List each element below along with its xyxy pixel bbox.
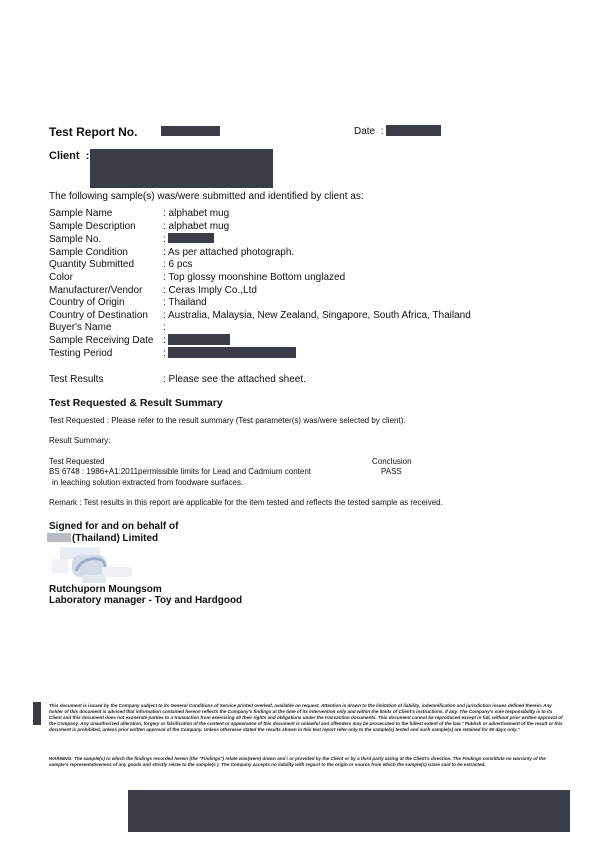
signed-for: Signed for and on behalf of	[49, 521, 179, 532]
redacted-receiving-date	[168, 334, 230, 345]
redacted-report-no	[161, 126, 220, 136]
row-conclusion: PASS	[381, 467, 402, 476]
footer-disclaimer: This document is issued by the Company subject to its General Conditions of Service printed overleaf, available on request. Attention is drawn to the limitation of liability, indemnification and jurisdiction issues defined therein. Any holder of this document is advised that information contained hereon reflects the Company's findings at the time of its intervention only and within the limits of Client's instructions, if any. The Company's sole responsibility is to its Client and this document does not exonerate parties to a transaction from exercising all their rights and obligations under the transaction documents. This document cannot be reproduced except in full, without prior written approval of the Company. Any unauthorized alteration, forgery or falsification of the content or appearance of this document is unlawful and offenders may be prosecuted to the fullest extent of the law." Publish or advertisement of the result or this document is prohibited, unless prior written approval of the Company. Unless otherwise stated the results shown in this test report refer only to the sample(s) tested and such sample(s) are retained for 90 days only."	[49, 703, 563, 732]
redacted-client	[90, 149, 273, 188]
col-test-requested: Test Requested	[49, 457, 105, 466]
date-label: Date :	[354, 126, 384, 137]
signer-title: Laboratory manager - Toy and Hardgood	[49, 595, 243, 606]
footer-warning: WARNING: The sample(s) to which the findings recorded herein (the "Findings") relate was(were) drawn and / or provided by the Client or by a third party acting at the Client's direction. The Findings constitute no warranty of the sample's representativeness of any goods and strictly relate to the sample(s ). The Company accepts no liability with regard to the origin or source from which the sample(s) is/are said to be extracted.	[49, 756, 546, 767]
intro-text: The following sample(s) was/were submitted and identified by client as:	[49, 191, 364, 202]
footer-bar-mark	[33, 702, 41, 725]
test-requested-note: Test Requested : Please refer to the result summary (Test parameter(s) was/were selected by client).	[49, 416, 406, 425]
col-conclusion: Conclusion	[372, 457, 412, 466]
redacted-company-name	[47, 533, 71, 542]
row-test-line1: BS 6748 : 1986+A1:2011permissible limits for Lead and Cadmium content	[49, 467, 312, 476]
redacted-footer-block	[128, 790, 570, 832]
result-summary-label: Result Summary:	[49, 436, 111, 445]
summary-heading: Test Requested & Result Summary	[49, 397, 223, 409]
redacted-date	[386, 125, 441, 136]
report-no-label: Test Report No.	[49, 125, 138, 139]
redacted-sample-no	[168, 233, 214, 243]
remark: Remark : Test results in this report are applicable for the item tested and reflects the tested sample as received.	[49, 498, 443, 507]
signer-name: Rutchuporn Moungsom	[49, 584, 162, 595]
row-test-line2: in leaching solution extracted from foodware surfaces.	[52, 478, 244, 487]
client-label: Client :	[49, 150, 90, 162]
company-suffix: (Thailand) Limited	[72, 533, 159, 544]
signature-image	[52, 545, 137, 587]
redacted-testing-period	[168, 347, 296, 358]
